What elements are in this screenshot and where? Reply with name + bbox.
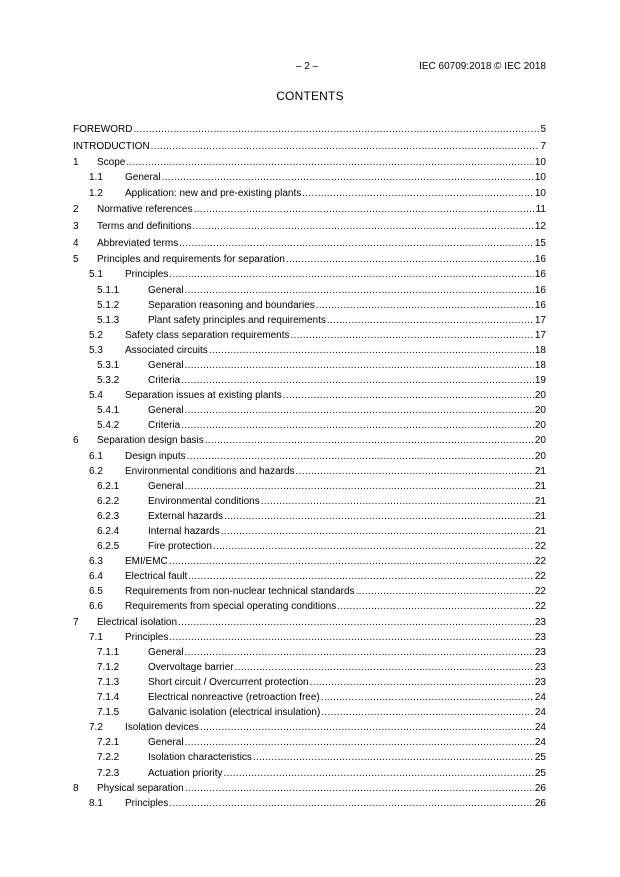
toc-entry-page: 17 [534, 314, 546, 326]
toc-entry[interactable] [73, 616, 546, 631]
toc-entry[interactable] [73, 495, 546, 510]
toc-entry-number: 6.5 [89, 586, 103, 598]
toc-entry-number: 6.2.4 [97, 526, 120, 537]
toc-entry-title: Principles [125, 797, 169, 809]
toc-entry-title: Requirements from non-nuclear technical standards [125, 586, 355, 598]
toc-entry-title: Electrical isolation [97, 616, 178, 628]
toc-entry-title: Overvoltage barrier [148, 661, 234, 673]
toc-entry-page: 19 [534, 375, 546, 387]
toc-entry-title: Normative references [97, 204, 193, 216]
toc-entry-title: Principles [125, 269, 169, 281]
toc-leader-dots [187, 450, 534, 464]
toc-leader-dots [193, 220, 534, 234]
toc-entry-page: 22 [534, 556, 546, 568]
toc-entry[interactable] [73, 156, 546, 171]
toc-entry-number: 8 [73, 782, 79, 794]
toc-entry[interactable] [73, 797, 546, 812]
toc-entry-number: 7.1.3 [97, 676, 120, 688]
toc-entry[interactable] [73, 646, 546, 661]
toc-entry-page: 22 [534, 571, 546, 583]
toc-entry-page: 5 [540, 124, 546, 135]
toc-entry-number: 6.4 [89, 571, 103, 583]
toc-entry-number: 7.1 [89, 631, 103, 643]
toc-entry-number: 6.1 [89, 450, 103, 462]
toc-entry-page: 20 [534, 405, 546, 417]
toc-entry-number: 5.1.1 [97, 284, 120, 296]
toc-entry[interactable] [73, 344, 546, 359]
toc-entry-number: 7.1.5 [97, 707, 120, 719]
toc-leader-dots [291, 329, 534, 343]
toc-leader-dots [286, 253, 534, 267]
toc-entry[interactable] [73, 329, 546, 344]
toc-leader-dots [302, 187, 534, 201]
toc-entry-number: 6.2.3 [97, 510, 120, 522]
toc-entry-number: 7.2.3 [97, 767, 120, 779]
toc-entry-page: 25 [534, 767, 546, 779]
toc-leader-dots [169, 631, 534, 645]
toc-entry[interactable] [73, 631, 546, 646]
toc-leader-dots [213, 540, 534, 554]
toc-leader-dots [253, 751, 534, 765]
toc-leader-dots [185, 736, 534, 750]
toc-entry-title: Separation reasoning and boundaries [148, 299, 315, 311]
toc-entry-number: 2 [73, 204, 79, 216]
toc-entry[interactable] [73, 374, 546, 389]
toc-entry-title: Environmental conditions [148, 495, 260, 507]
toc-entry-title: Isolation devices [125, 722, 199, 734]
toc-leader-dots [321, 706, 534, 720]
toc-entry-page: 20 [534, 450, 546, 462]
toc-leader-dots [316, 299, 534, 313]
toc-entry-page: 24 [534, 692, 546, 704]
toc-entry-number: 8.1 [89, 797, 103, 809]
toc-entry-number: 5.2 [89, 329, 103, 341]
toc-entry-page: 16 [534, 284, 546, 296]
toc-entry-title: Environmental conditions and hazards [125, 465, 295, 477]
toc-entry[interactable] [73, 284, 546, 299]
toc-entry-title: Actuation priority [148, 767, 223, 779]
toc-entry-title: General [148, 480, 184, 492]
toc-entry[interactable] [73, 510, 546, 525]
toc-entry-number: 1.2 [89, 187, 103, 199]
toc-entry-page: 21 [534, 465, 546, 477]
toc-entry-title: Criteria [148, 420, 181, 432]
toc-entry-title: INTRODUCTION [73, 140, 150, 152]
toc-leader-dots [185, 359, 534, 373]
toc-leader-dots [356, 585, 534, 599]
toc-entry[interactable] [73, 450, 546, 465]
toc-entry-number: 5.3.1 [97, 359, 120, 371]
toc-entry-title: Separation issues at existing plants [125, 390, 282, 402]
toc-entry-page: 23 [534, 616, 546, 628]
toc-entry[interactable] [73, 253, 546, 268]
toc-leader-dots [337, 600, 534, 614]
toc-entry[interactable] [73, 555, 546, 570]
toc-entry-title: Terms and definitions [97, 220, 192, 232]
toc-entry-number: 6.6 [89, 601, 103, 613]
toc-entry-page: 16 [534, 254, 546, 266]
toc-entry[interactable] [73, 359, 546, 374]
toc-leader-dots [179, 237, 534, 251]
toc-entry-title: Fire protection [148, 541, 212, 553]
toc-entry-page: 21 [534, 526, 546, 537]
toc-entry-page: 22 [534, 586, 546, 598]
toc-entry-page: 17 [534, 329, 546, 341]
toc-entry-number: 5.1.3 [97, 314, 120, 326]
toc-entry[interactable] [73, 676, 546, 691]
toc-leader-dots [181, 374, 534, 388]
toc-entry-number: 3 [73, 220, 79, 232]
toc-leader-dots [178, 616, 534, 630]
toc-entry-page: 23 [534, 661, 546, 673]
toc-entry-title: General [148, 646, 184, 658]
toc-entry[interactable] [73, 237, 546, 254]
toc-entry-number: 5 [73, 254, 79, 266]
toc-leader-dots [169, 268, 534, 282]
toc-entry[interactable] [73, 540, 546, 555]
toc-entry-page: 24 [534, 737, 546, 749]
toc-entry-page: 21 [534, 480, 546, 492]
toc-entry-number: 5.1.2 [97, 299, 120, 311]
toc-entry-title: Short circuit / Overcurrent protection [148, 676, 309, 688]
toc-entry[interactable] [73, 480, 546, 495]
toc-entry-title: Scope [97, 157, 126, 169]
toc-entry[interactable] [73, 782, 546, 797]
toc-entry-number: 1 [73, 157, 79, 169]
toc-leader-dots [151, 140, 540, 154]
toc-entry-page: 21 [534, 495, 546, 507]
toc-entry[interactable] [73, 434, 546, 449]
toc-entry-title: Requirements from special operating conditions [125, 601, 337, 613]
toc-entry-page: 7 [540, 140, 546, 152]
table-of-contents [73, 123, 546, 812]
toc-entry-page: 15 [534, 237, 546, 249]
toc-leader-dots [327, 314, 534, 328]
toc-entry-page: 22 [534, 601, 546, 613]
toc-entry-number: 5.4.2 [97, 420, 120, 432]
toc-entry[interactable] [73, 419, 546, 434]
toc-leader-dots [235, 661, 534, 675]
toc-entry-page: 16 [534, 269, 546, 281]
toc-entry-title: Safety class separation requirements [125, 329, 290, 341]
toc-entry-title: Criteria [148, 375, 181, 387]
toc-entry-title: Galvanic isolation (electrical insulation) [148, 707, 321, 719]
toc-entry-title: General [125, 172, 161, 184]
toc-leader-dots [209, 344, 534, 358]
document-identifier: IEC 60709:2018 © IEC 2018 [419, 61, 546, 72]
toc-entry-title: Physical separation [97, 782, 184, 794]
toc-leader-dots [283, 389, 534, 403]
toc-entry-title: General [148, 405, 184, 417]
toc-entry-number: 7.2.2 [97, 752, 120, 764]
toc-leader-dots [221, 525, 534, 539]
toc-entry-page: 16 [534, 299, 546, 311]
toc-entry[interactable] [73, 600, 546, 615]
toc-entry-number: 7.1.2 [97, 661, 120, 673]
toc-leader-dots [181, 419, 534, 433]
toc-entry-title: FOREWORD [73, 124, 133, 135]
toc-leader-dots [185, 782, 534, 796]
toc-entry-page: 18 [534, 359, 546, 371]
toc-entry-title: Electrical nonreactive (retroaction free) [148, 692, 320, 704]
toc-entry-number: 6.2.5 [97, 541, 120, 553]
toc-entry[interactable] [73, 570, 546, 585]
toc-entry-page: 12 [534, 220, 546, 232]
toc-entry[interactable] [73, 314, 546, 329]
toc-entry[interactable] [73, 140, 546, 157]
toc-entry-title: General [148, 737, 184, 749]
toc-entry-title: Design inputs [125, 450, 186, 462]
toc-leader-dots [188, 570, 534, 584]
toc-entry-title: EMI/EMC [125, 556, 168, 568]
toc-leader-dots [296, 465, 534, 479]
toc-entry-title: Isolation characteristics [148, 752, 252, 764]
toc-entry-page: 26 [534, 782, 546, 794]
toc-entry[interactable] [73, 465, 546, 480]
toc-entry-page: 23 [534, 646, 546, 658]
toc-entry[interactable] [73, 691, 546, 706]
toc-entry-title: External hazards [148, 510, 224, 522]
toc-leader-dots [169, 555, 534, 569]
toc-leader-dots [185, 284, 534, 298]
toc-entry-title: Internal hazards [148, 526, 220, 537]
toc-entry-page: 24 [534, 707, 546, 719]
toc-leader-dots [194, 203, 535, 217]
toc-entry-number: 7.2 [89, 722, 103, 734]
toc-entry-page: 26 [534, 797, 546, 809]
toc-entry[interactable] [73, 123, 546, 140]
toc-leader-dots [162, 171, 534, 185]
toc-entry-page: 23 [534, 631, 546, 643]
toc-entry-number: 7.2.1 [97, 737, 120, 749]
toc-entry-page: 20 [534, 390, 546, 402]
toc-entry-number: 6.2.2 [97, 495, 120, 507]
toc-entry-number: 7 [73, 616, 79, 628]
toc-leader-dots [185, 480, 534, 494]
toc-entry[interactable] [73, 220, 546, 237]
toc-leader-dots [310, 676, 534, 690]
toc-entry-number: 5.3.2 [97, 375, 120, 387]
toc-entry-page: 24 [534, 722, 546, 734]
toc-entry-page: 10 [534, 172, 546, 184]
toc-entry[interactable] [73, 203, 546, 220]
toc-entry[interactable] [73, 751, 546, 766]
toc-entry[interactable] [73, 661, 546, 676]
toc-leader-dots [200, 721, 534, 735]
toc-entry-number: 5.4.1 [97, 405, 120, 417]
toc-entry-page: 21 [534, 510, 546, 522]
toc-leader-dots [133, 123, 539, 137]
toc-entry-page: 23 [534, 676, 546, 688]
toc-entry-page: 20 [534, 435, 546, 447]
toc-leader-dots [126, 156, 534, 170]
toc-leader-dots [185, 404, 534, 418]
toc-leader-dots [205, 434, 534, 448]
toc-entry-number: 5.4 [89, 390, 103, 402]
contents-title: CONTENTS [276, 89, 344, 103]
toc-entry-number: 5.1 [89, 269, 103, 281]
toc-entry-title: General [148, 359, 184, 371]
toc-entry[interactable] [73, 706, 546, 721]
page-number: – 2 – [296, 61, 319, 72]
toc-entry-number: 6.2.1 [97, 480, 120, 492]
toc-entry[interactable] [73, 721, 546, 736]
toc-entry-page: 10 [534, 157, 546, 169]
toc-entry-title: General [148, 284, 184, 296]
toc-entry-number: 7.1.4 [97, 692, 120, 704]
toc-entry[interactable] [73, 525, 546, 540]
toc-entry[interactable] [73, 299, 546, 314]
toc-entry-number: 1.1 [89, 172, 103, 184]
toc-entry-page: 18 [534, 344, 546, 356]
toc-entry-number: 6.2 [89, 465, 103, 477]
toc-leader-dots [185, 646, 534, 660]
toc-leader-dots [169, 797, 534, 811]
toc-entry[interactable] [73, 767, 546, 782]
page-header [0, 61, 620, 75]
toc-entry[interactable] [73, 187, 546, 204]
toc-entry[interactable] [73, 268, 546, 283]
toc-entry-title: Abbreviated terms [97, 237, 179, 249]
toc-entry[interactable] [73, 736, 546, 751]
toc-entry-number: 4 [73, 237, 79, 249]
toc-entry-page: 25 [534, 752, 546, 764]
toc-leader-dots [224, 510, 534, 524]
toc-entry-number: 6.3 [89, 556, 103, 568]
toc-entry-number: 7.1.1 [97, 646, 120, 658]
toc-entry-page: 22 [534, 541, 546, 553]
toc-entry-page: 20 [534, 420, 546, 432]
toc-entry[interactable] [73, 389, 546, 404]
toc-leader-dots [321, 691, 534, 705]
toc-leader-dots [261, 495, 534, 509]
toc-entry-page: 10 [534, 187, 546, 199]
toc-entry[interactable] [73, 404, 546, 419]
toc-entry-title: Plant safety principles and requirements [148, 314, 326, 326]
toc-entry-number: 5.3 [89, 344, 103, 356]
toc-entry[interactable] [73, 171, 546, 186]
toc-entry-title: Principles [125, 631, 169, 643]
toc-entry-title: Principles and requirements for separation [97, 254, 285, 266]
toc-entry[interactable] [73, 585, 546, 600]
toc-entry-title: Electrical fault [125, 571, 188, 583]
toc-entry-title: Separation design basis [97, 435, 204, 447]
toc-entry-number: 6 [73, 435, 79, 447]
toc-leader-dots [223, 767, 533, 781]
toc-entry-title: Associated circuits [125, 344, 208, 356]
toc-entry-title: Application: new and pre-existing plants [125, 187, 302, 199]
toc-entry-page: 11 [535, 204, 546, 216]
